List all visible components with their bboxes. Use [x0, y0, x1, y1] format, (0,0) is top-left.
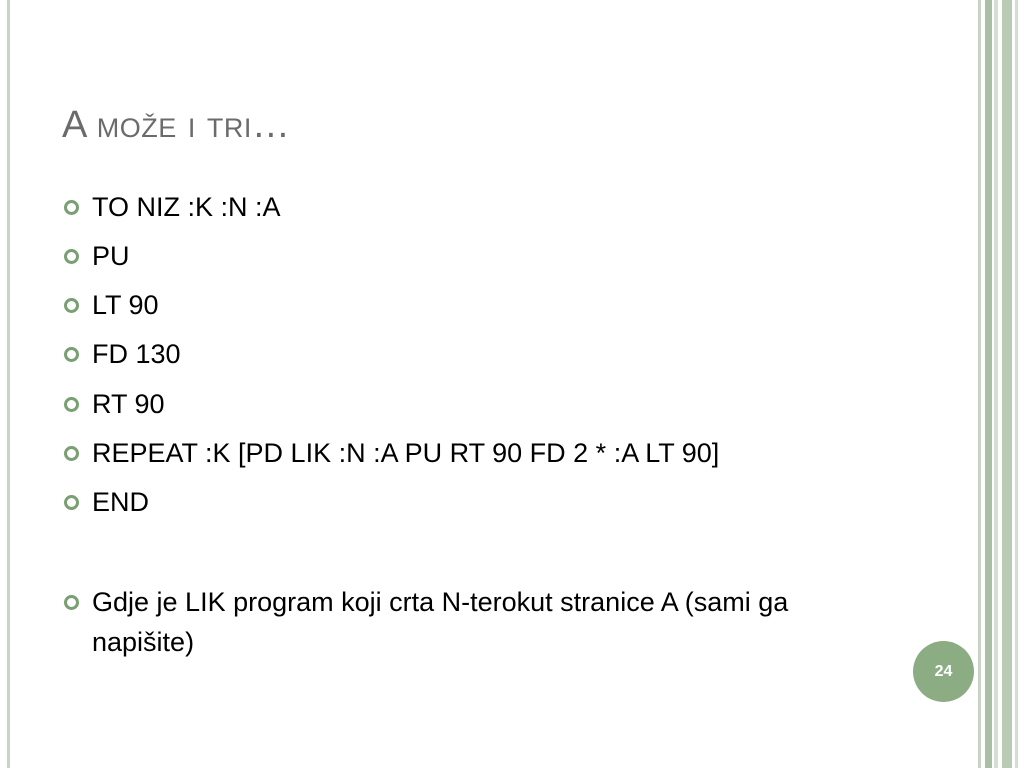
list-item-text: PU — [92, 241, 130, 271]
bullet-icon — [64, 595, 79, 610]
right-decorative-stripe — [994, 0, 998, 768]
slide-title: A može i tri… — [62, 104, 291, 146]
bullet-icon — [64, 495, 79, 510]
bullet-icon — [64, 298, 79, 313]
bullet-icon — [64, 446, 79, 461]
bullet-icon — [64, 397, 79, 412]
list-item-text: RT 90 — [92, 389, 165, 419]
page-number-badge: 24 — [913, 641, 974, 702]
right-decorative-stripe — [1015, 0, 1018, 768]
list-item-text: FD 130 — [92, 339, 181, 369]
right-decorative-stripe — [985, 0, 992, 768]
right-decorative-stripe — [978, 0, 981, 768]
list-item-text: Gdje je LIK program koji crta N-terokut stranice A (sami ga napišite) — [92, 587, 789, 657]
left-decorative-rule — [7, 0, 10, 768]
list-item-text: REPEAT :K [PD LIK :N :A PU RT 90 FD 2 * :A LT 90] — [92, 438, 720, 468]
list-item-text: LT 90 — [92, 290, 159, 320]
list-item-text: END — [92, 487, 150, 517]
list-item-text: TO NIZ :K :N :A — [92, 192, 281, 222]
right-decorative-stripe — [1002, 0, 1012, 768]
bullet-icon — [64, 347, 79, 362]
bullet-icon — [64, 249, 79, 264]
bullet-icon — [64, 200, 79, 215]
